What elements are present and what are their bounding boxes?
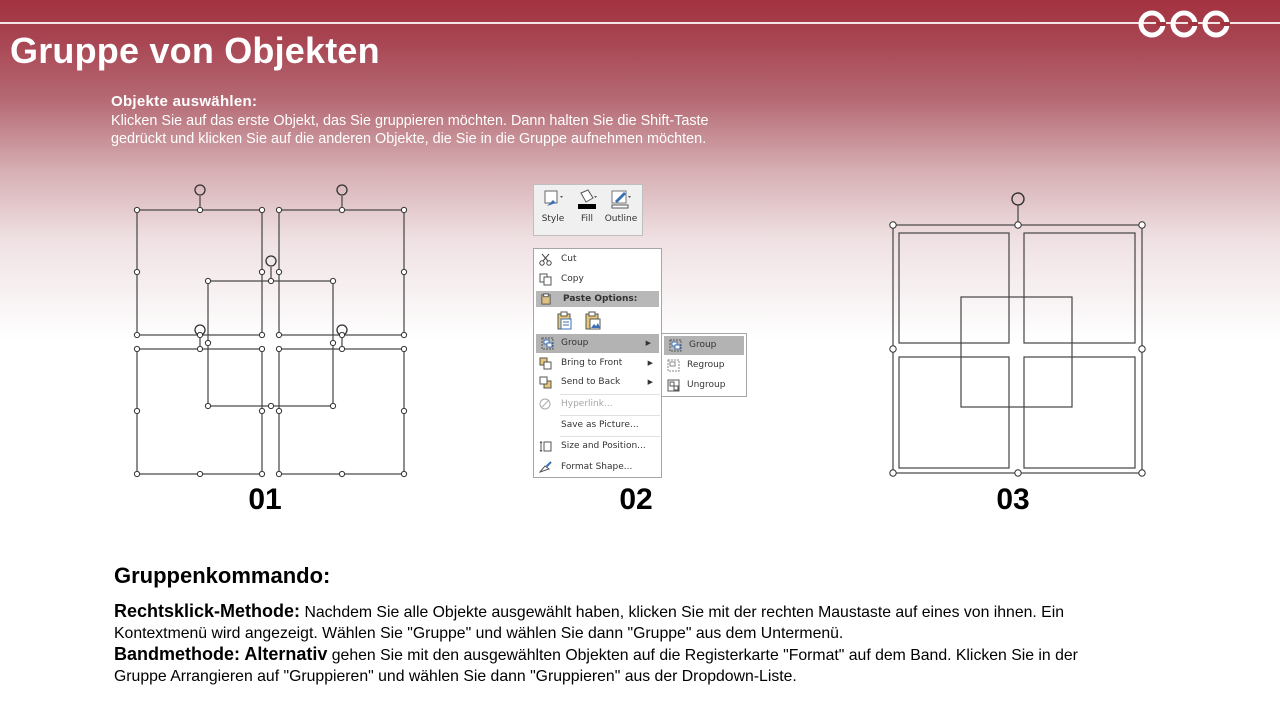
size-position-icon bbox=[539, 440, 552, 453]
menu-item-group[interactable]: Group ▶ bbox=[536, 334, 659, 353]
fill-bucket-icon bbox=[575, 188, 599, 210]
section-heading: Gruppenkommando: bbox=[114, 563, 331, 588]
method-2-paragraph bbox=[114, 644, 1104, 687]
logo-circles-icon bbox=[1136, 8, 1232, 40]
menu-item-hyperlink: Hyperlink... bbox=[534, 395, 661, 414]
paste-picture-icon[interactable] bbox=[583, 311, 603, 331]
method-1-text: Nachdem Sie alle Objekte ausgewählt haben, klicken Sie mit der rechten Maustaste auf eines von ihnen. Ein Kontextmenü wird angezeigt. Wählen Sie "Gruppe" und wählen Sie dann "Gruppe" aus dem Untermenü. bbox=[114, 604, 1064, 642]
ribbon-shape-styles bbox=[533, 184, 643, 236]
scissors-icon bbox=[539, 253, 552, 266]
menu-item-size-and-position[interactable]: Size and Position... bbox=[534, 437, 661, 456]
regroup-icon bbox=[667, 359, 680, 372]
menu-item-save-as-picture[interactable]: Save as Picture... bbox=[561, 420, 639, 430]
menu-item-copy[interactable]: Copy bbox=[534, 270, 661, 289]
figure-01-selected-shapes bbox=[128, 180, 418, 485]
intro-text: Klicken Sie auf das erste Objekt, das Sie gruppieren möchten. Dann halten Sie die Shift-Taste gedrückt und klicken Sie auf die anderen Objekte, die Sie in die Gruppe aufnehmen möchten. bbox=[111, 112, 709, 147]
hyperlink-icon bbox=[539, 398, 552, 411]
submenu-item-ungroup[interactable]: Ungroup bbox=[662, 376, 746, 395]
bring-to-front-icon bbox=[539, 357, 552, 370]
menu-item-send-to-back[interactable]: Send to Back ▶ bbox=[534, 373, 661, 392]
figure-label-01: 01 bbox=[248, 483, 282, 516]
send-to-back-icon bbox=[539, 376, 552, 389]
group-icon bbox=[541, 337, 554, 350]
ungroup-icon bbox=[667, 379, 680, 392]
method-2-title: Bandmethode: Alternativ bbox=[114, 644, 328, 665]
submenu-arrow-icon: ▶ bbox=[647, 359, 653, 367]
ribbon-outline-button[interactable] bbox=[604, 188, 638, 234]
header-line bbox=[0, 22, 1280, 24]
ribbon-style-label: Style bbox=[541, 214, 565, 224]
group-icon bbox=[669, 339, 682, 352]
section-body bbox=[114, 601, 1104, 687]
ribbon-fill-label: Fill bbox=[580, 214, 594, 224]
menu-item-bring-to-front[interactable]: Bring to Front ▶ bbox=[534, 354, 661, 373]
method-2-text: gehen Sie mit den ausgewählten Objekten auf die Registerkarte "Format" auf dem Band. Klicken Sie in der Gruppe Arrangieren auf "Gruppieren" und wählen Sie dann "Gruppieren" aus der Dropdown-Liste. bbox=[114, 647, 1078, 685]
clipboard-icon bbox=[540, 293, 552, 305]
group-submenu bbox=[661, 333, 747, 397]
format-shape-icon bbox=[539, 461, 552, 474]
method-1-title: Rechtsklick-Methode: bbox=[114, 601, 301, 621]
intro-block bbox=[111, 93, 751, 149]
submenu-arrow-icon: ▶ bbox=[647, 378, 653, 386]
submenu-item-regroup[interactable]: Regroup bbox=[662, 356, 746, 375]
submenu-arrow-icon: ▶ bbox=[645, 339, 651, 347]
ribbon-fill-button[interactable] bbox=[570, 188, 604, 234]
slide-title: Gruppe von Objekten bbox=[10, 30, 380, 71]
figure-label-03: 03 bbox=[996, 483, 1030, 516]
ribbon-outline-label: Outline bbox=[604, 214, 638, 224]
paste-keep-format-icon[interactable] bbox=[555, 311, 575, 331]
outline-pen-icon bbox=[609, 188, 633, 210]
menu-item-cut[interactable]: Cut bbox=[534, 250, 661, 269]
figure-03-grouped-shapes bbox=[884, 186, 1152, 482]
paste-options-header: Paste Options: bbox=[536, 291, 659, 307]
method-1-paragraph bbox=[114, 601, 1104, 644]
menu-item-format-shape[interactable]: Format Shape... bbox=[534, 458, 661, 477]
submenu-item-group[interactable]: Group bbox=[664, 336, 744, 355]
ribbon-style-button[interactable] bbox=[536, 188, 570, 234]
intro-heading: Objekte auswählen: bbox=[111, 93, 258, 110]
style-icon bbox=[541, 188, 565, 210]
figure-label-02: 02 bbox=[619, 483, 653, 516]
copy-icon bbox=[539, 273, 552, 286]
context-menu bbox=[533, 248, 662, 478]
